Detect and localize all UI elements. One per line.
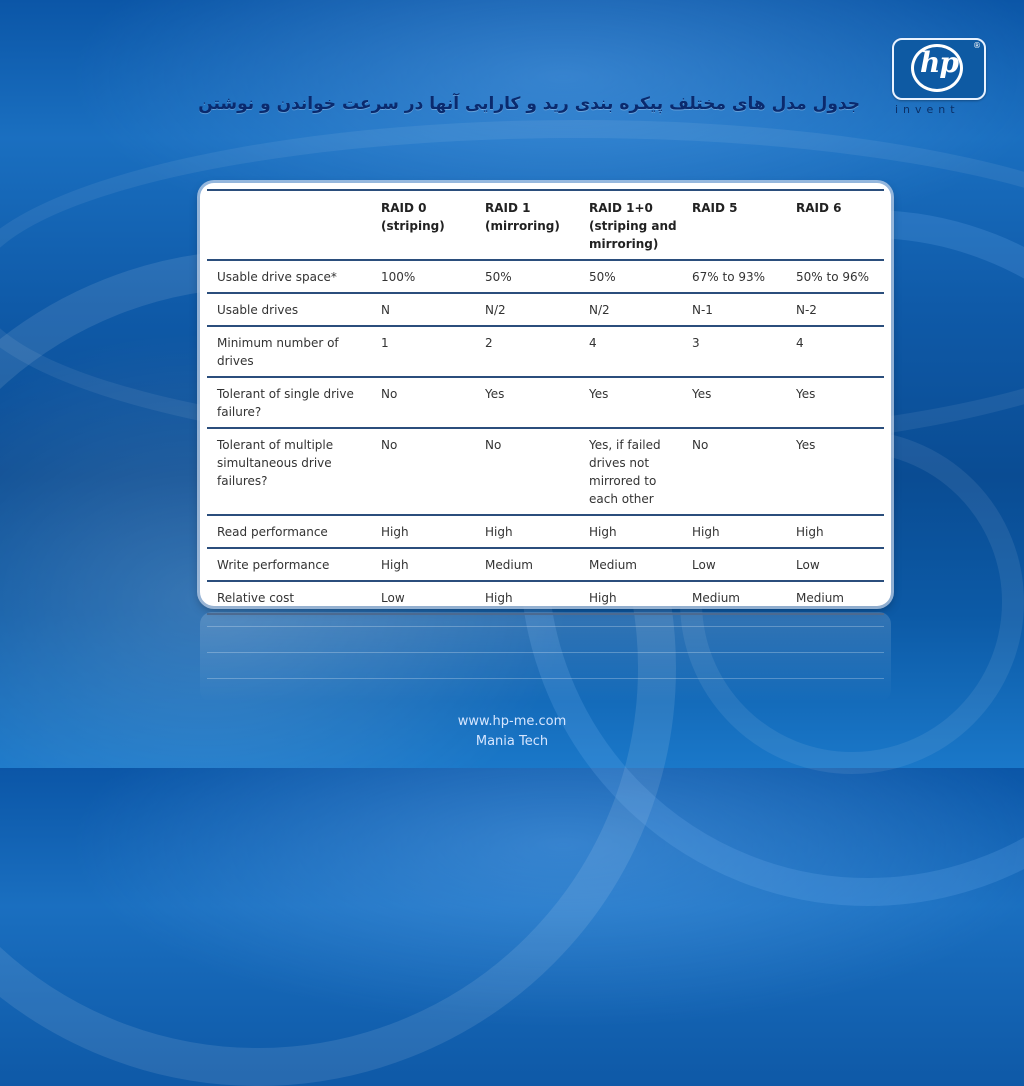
table-cell: N-1 [682,293,786,326]
table-cell: Yes [475,377,579,428]
table-cell: 50% [579,260,682,293]
header-corner [207,190,371,260]
table-cell: 4 [579,326,682,377]
table-cell: High [475,581,579,614]
table-cell: N/2 [475,293,579,326]
table-cell: No [475,428,579,515]
table-row [207,548,884,581]
row-label: Relative cost [207,581,371,614]
row-label: Usable drive space* [207,260,371,293]
table-reflection [200,612,891,702]
table-cell: N/2 [579,293,682,326]
table-cell: Medium [786,581,884,614]
row-label: Tolerant of single drive failure? [207,377,371,428]
reflection-line [207,678,884,679]
header-raid-10 [579,190,682,260]
footer-company: Mania Tech [475,734,549,749]
hp-logo-registered-mark: ® [973,41,981,50]
row-label: Write performance [207,548,371,581]
table-cell: Medium [579,548,682,581]
table-cell: 50% to 96% [786,260,884,293]
row-label: Minimum number of drives [207,326,371,377]
table-cell: High [579,581,682,614]
table-cell: High [475,515,579,548]
table-cell: High [786,515,884,548]
table-cell: 1 [371,326,475,377]
hp-tagline: invent [895,103,960,116]
header-name: RAID 5 [692,201,738,215]
table-cell: High [371,548,475,581]
table-cell: Yes, if failed drives not mirrored to each other [579,428,682,515]
table-cell: Yes [786,428,884,515]
header-name: RAID 1 [485,201,531,215]
table-row [207,260,884,293]
row-label: Read performance [207,515,371,548]
header-raid-6 [786,190,884,260]
header-raid-5 [682,190,786,260]
table-cell: 67% to 93% [682,260,786,293]
table-cell: Yes [579,377,682,428]
header-sub: (striping) [381,219,445,233]
table-cell: 3 [682,326,786,377]
table-cell: Low [786,548,884,581]
table-panel [200,183,891,606]
table-row [207,326,884,377]
table-row [207,428,884,515]
table-cell: 50% [475,260,579,293]
header-name: RAID 6 [796,201,842,215]
table-row [207,377,884,428]
table-cell: 100% [371,260,475,293]
hp-logo-text: hp [920,46,958,79]
table-cell: Yes [682,377,786,428]
table-row [207,515,884,548]
table-cell: No [682,428,786,515]
table-cell: N-2 [786,293,884,326]
table-cell: High [579,515,682,548]
table-cell: N [371,293,475,326]
table-cell: Medium [475,548,579,581]
hp-logo [892,38,986,100]
table-cell: Medium [682,581,786,614]
reflection-line [207,652,884,653]
table-cell: 4 [786,326,884,377]
table-cell: High [371,515,475,548]
raid-comparison-table [207,189,884,615]
table-header-row [207,190,884,260]
table-cell: 2 [475,326,579,377]
table-cell: Yes [786,377,884,428]
reflection-line [207,626,884,627]
table-row [207,293,884,326]
header-sub: (mirroring) [485,219,560,233]
header-sub: (striping and mirroring) [589,219,677,251]
table-cell: No [371,377,475,428]
footer-website: www.hp-me.com [457,714,567,729]
footer [412,712,612,752]
row-label: Tolerant of multiple simultaneous drive failures? [207,428,371,515]
table-cell: High [682,515,786,548]
header-raid-1 [475,190,579,260]
table-cell: Low [682,548,786,581]
table-row [207,581,884,614]
row-label: Usable drives [207,293,371,326]
header-name: RAID 0 [381,201,427,215]
table-cell: Low [371,581,475,614]
table-cell: No [371,428,475,515]
header-name: RAID 1+0 [589,201,653,215]
slide-title: جدول مدل های مختلف پیکره بندی رید و کارایی آنها در سرعت خواندن و نوشتن [198,94,860,114]
header-raid-0 [371,190,475,260]
